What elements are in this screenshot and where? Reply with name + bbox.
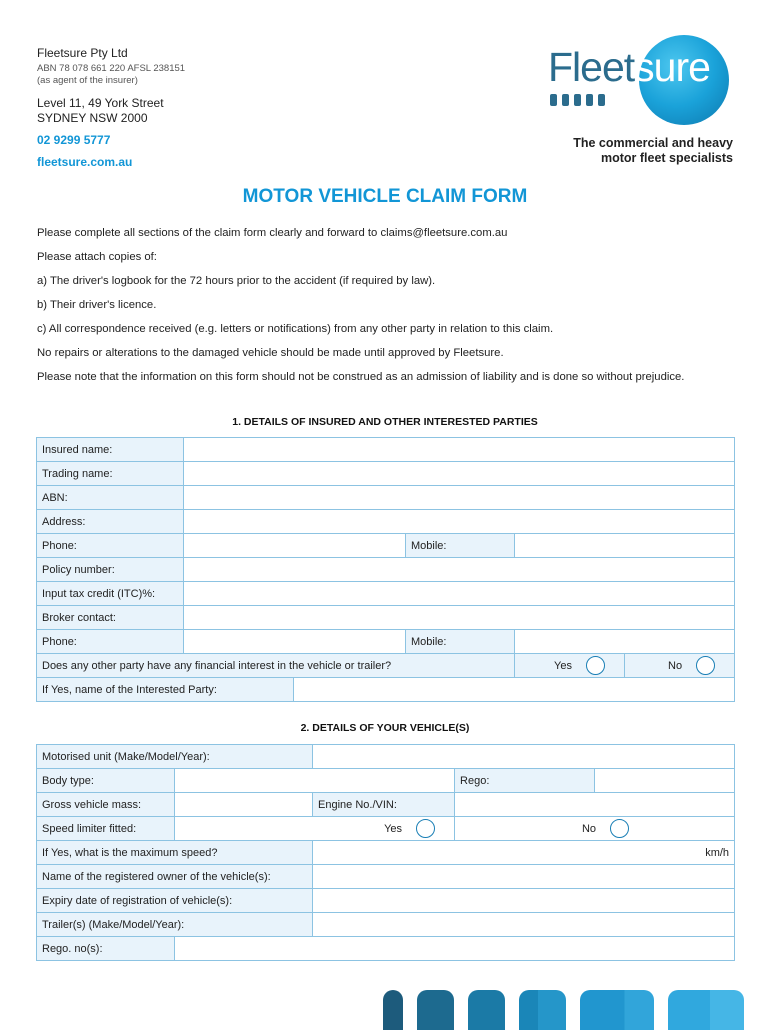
company-name: Fleetsure Pty Ltd	[37, 46, 128, 60]
speed-limiter-no	[455, 817, 735, 841]
footer-decoration	[468, 990, 505, 1030]
no-label: No	[668, 659, 683, 672]
instruction-line: a) The driver's logbook for the 72 hours prior to the accident (if required by law).	[37, 275, 436, 287]
address-line-1: Level 11, 49 York Street	[37, 96, 164, 110]
insured-name-field[interactable]	[184, 438, 735, 462]
yes-label: Yes	[554, 659, 572, 672]
broker-contact-field[interactable]	[184, 606, 735, 630]
address-label: Address:	[37, 510, 184, 534]
trailers-label: Trailer(s) (Make/Model/Year):	[37, 913, 313, 937]
table-row	[37, 462, 735, 486]
expiry-date-field[interactable]	[313, 889, 735, 913]
table-row	[37, 438, 735, 462]
logo-sure: sure	[634, 44, 710, 90]
address-line-2: SYDNEY NSW 2000	[37, 111, 148, 125]
engine-vin-label: Engine No./VIN:	[313, 793, 455, 817]
logo-bar	[562, 94, 569, 106]
financial-interest-no-radio[interactable]	[696, 656, 715, 675]
abn-label: ABN:	[37, 486, 184, 510]
itc-label: Input tax credit (ITC)%:	[37, 582, 184, 606]
broker-phone-field[interactable]	[184, 630, 406, 654]
instructions	[37, 227, 737, 395]
trailers-field[interactable]	[313, 913, 735, 937]
rego-nos-label: Rego. no(s):	[37, 937, 175, 961]
gross-mass-label: Gross vehicle mass:	[37, 793, 175, 817]
insured-details-table	[36, 437, 735, 702]
financial-interest-question: Does any other party have any financial interest in the vehicle or trailer?	[37, 654, 515, 678]
logo-bar	[586, 94, 593, 106]
table-row	[37, 558, 735, 582]
expiry-date-label: Expiry date of registration of vehicle(s):	[37, 889, 313, 913]
rego-label: Rego:	[455, 769, 595, 793]
yes-label: Yes	[384, 822, 403, 835]
mobile-field[interactable]	[515, 534, 735, 558]
instruction-line: b) Their driver's licence.	[37, 299, 157, 311]
footer-decoration	[668, 990, 744, 1030]
trading-name-field[interactable]	[184, 462, 735, 486]
footer-decoration	[580, 990, 654, 1030]
table-row	[37, 534, 735, 558]
rego-nos-field[interactable]	[175, 937, 735, 961]
table-row	[37, 582, 735, 606]
motorised-unit-field[interactable]	[313, 745, 735, 769]
address-field[interactable]	[184, 510, 735, 534]
table-row	[37, 630, 735, 654]
registered-owner-field[interactable]	[313, 865, 735, 889]
speed-limiter-label: Speed limiter fitted:	[37, 817, 175, 841]
table-row	[37, 913, 735, 937]
table-row	[37, 841, 735, 865]
motorised-unit-label: Motorised unit (Make/Model/Year):	[37, 745, 313, 769]
form-title: MOTOR VEHICLE CLAIM FORM	[242, 186, 528, 207]
broker-mobile-label: Mobile:	[406, 630, 515, 654]
table-row	[37, 654, 735, 678]
rego-field[interactable]	[595, 769, 735, 793]
speed-limiter-yes-radio[interactable]	[416, 819, 435, 838]
financial-interest-yes-radio[interactable]	[586, 656, 605, 675]
trading-name-label: Trading name:	[37, 462, 184, 486]
phone-field[interactable]	[184, 534, 406, 558]
logo-bar	[550, 94, 557, 106]
itc-field[interactable]	[184, 582, 735, 606]
logo-bar	[574, 94, 581, 106]
kmh-unit: km/h	[705, 846, 730, 859]
broker-mobile-field[interactable]	[515, 630, 735, 654]
engine-vin-field[interactable]	[455, 793, 735, 817]
max-speed-label: If Yes, what is the maximum speed?	[37, 841, 313, 865]
insured-name-label: Insured name:	[37, 438, 184, 462]
company-details	[37, 46, 185, 169]
gross-mass-field[interactable]	[175, 793, 313, 817]
section-2-heading: 2. DETAILS OF YOUR VEHICLE(S)	[300, 722, 470, 734]
table-row	[37, 486, 735, 510]
instruction-line: Please complete all sections of the claim form clearly and forward to claims@fleetsure.com.au	[37, 227, 508, 239]
financial-interest-no	[625, 654, 735, 678]
instruction-line: c) All correspondence received (e.g. letters or notifications) from any other party in relation to this claim.	[37, 323, 554, 335]
abn-afsl: ABN 78 078 661 220 AFSL 238151	[37, 63, 186, 74]
financial-interest-yes	[515, 654, 625, 678]
instruction-line: Please attach copies of:	[37, 251, 157, 263]
footer-decoration	[519, 990, 566, 1030]
speed-limiter-yes	[175, 817, 455, 841]
table-row	[37, 510, 735, 534]
table-row	[37, 865, 735, 889]
fleetsure-logo	[545, 32, 735, 124]
speed-limiter-no-radio[interactable]	[610, 819, 629, 838]
table-row	[37, 889, 735, 913]
registered-owner-label: Name of the registered owner of the vehicle(s):	[37, 865, 313, 889]
logo-bars	[550, 94, 605, 106]
tagline	[573, 136, 733, 166]
mobile-label: Mobile:	[406, 534, 515, 558]
company-website-link[interactable]: fleetsure.com.au	[37, 155, 133, 169]
footer-decoration	[383, 990, 403, 1030]
table-row	[37, 745, 735, 769]
broker-contact-label: Broker contact:	[37, 606, 184, 630]
company-phone[interactable]: 02 9299 5777	[37, 133, 111, 147]
abn-field[interactable]	[184, 486, 735, 510]
instruction-line: No repairs or alterations to the damaged vehicle should be made until approved by Fleetsure.	[37, 347, 504, 359]
body-type-field[interactable]	[175, 769, 455, 793]
agent-note: (as agent of the insurer)	[37, 75, 138, 86]
table-row	[37, 937, 735, 961]
policy-number-field[interactable]	[184, 558, 735, 582]
logo-wordmark	[548, 44, 710, 91]
table-row	[37, 678, 735, 702]
tagline-line-2: motor fleet specialists	[601, 151, 733, 165]
body-type-label: Body type:	[37, 769, 175, 793]
section-1-heading: 1. DETAILS OF INSURED AND OTHER INTERESTED PARTIES	[232, 416, 538, 428]
interested-party-field[interactable]	[294, 678, 735, 702]
no-label: No	[581, 822, 597, 835]
tagline-line-1: The commercial and heavy	[573, 136, 733, 150]
table-row	[37, 793, 735, 817]
footer-decoration	[417, 990, 454, 1030]
broker-phone-label: Phone:	[37, 630, 184, 654]
policy-number-label: Policy number:	[37, 558, 184, 582]
logo-bar	[598, 94, 605, 106]
table-row	[37, 817, 735, 841]
vehicle-details-table	[36, 744, 735, 961]
instruction-line: Please note that the information on this form should not be construed as an admission of liability and is done so without prejudice.	[37, 371, 685, 383]
max-speed-field[interactable]	[313, 841, 735, 865]
logo-fleet: Fleet	[548, 44, 635, 90]
table-row	[37, 606, 735, 630]
table-row	[37, 769, 735, 793]
phone-label: Phone:	[37, 534, 184, 558]
interested-party-label: If Yes, name of the Interested Party:	[37, 678, 294, 702]
